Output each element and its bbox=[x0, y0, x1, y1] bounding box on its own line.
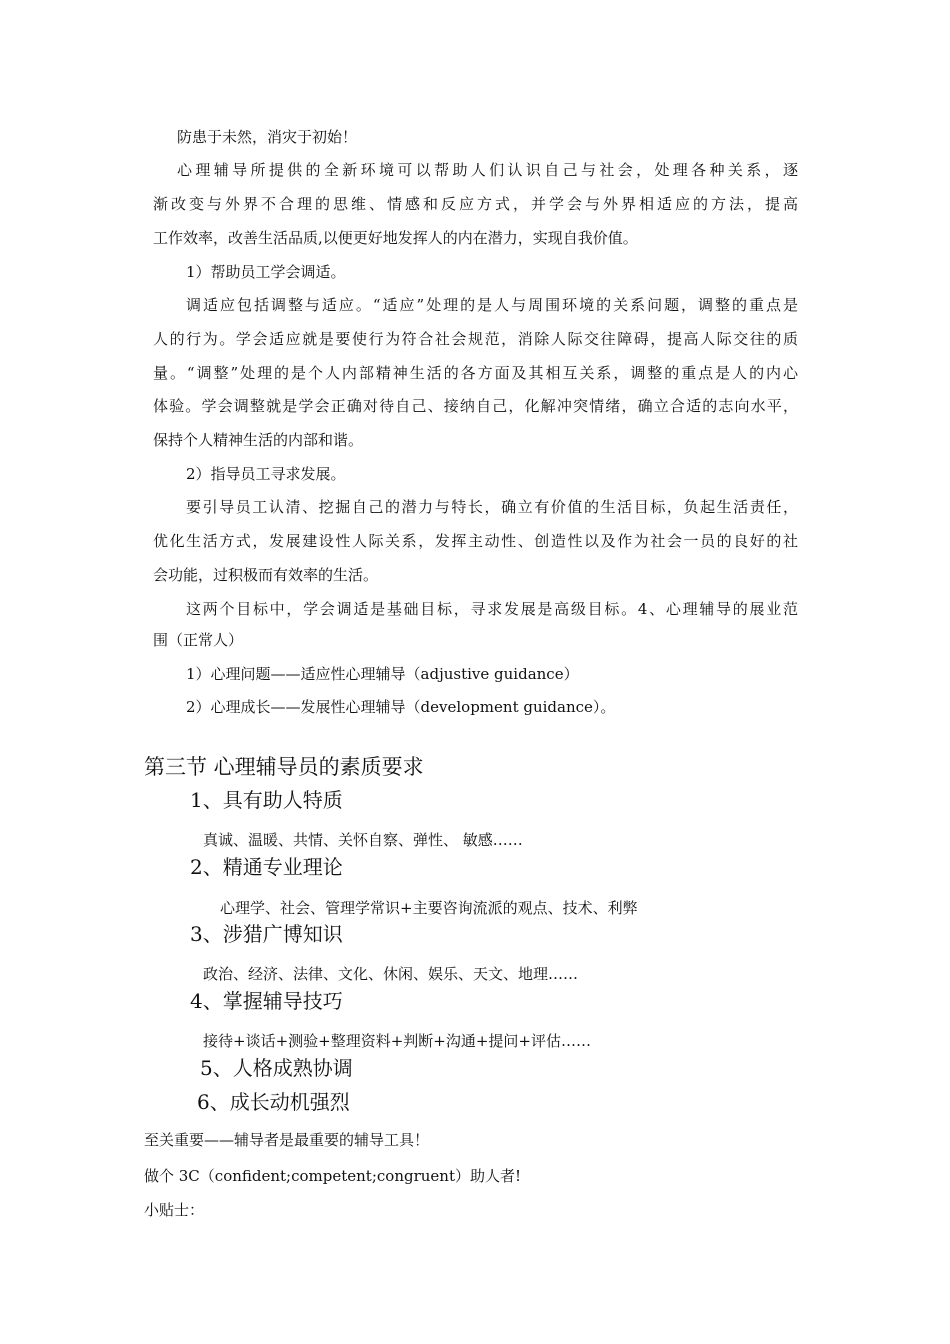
quality-item-2-title: 2、精通专业理论 bbox=[190, 855, 343, 879]
quality-item-6-title: 6、成长动机强烈 bbox=[197, 1090, 350, 1114]
goal1-paragraph-line-2: 人的行为。学会适应就是要使行为符合社会规范，消除人际交往障碍，提高人际交往的质 bbox=[153, 330, 798, 348]
section-title: 第三节 心理辅导员的素质要求 bbox=[144, 755, 424, 779]
intro-line: 防患于未然，消灾于初始！ bbox=[177, 128, 358, 146]
goal1-paragraph-line-4: 体验。学会调整就是学会正确对待自己、接纳自己，化解冲突情绪，确立合适的志向水平， bbox=[153, 397, 798, 415]
goal2-title: 2）指导员工寻求发展。 bbox=[186, 465, 346, 483]
quality-item-4-title: 4、掌握辅导技巧 bbox=[190, 989, 343, 1013]
intro-paragraph-line-1: 心理辅导所提供的全新环境可以帮助人们认识自己与社会，处理各种关系，逐 bbox=[177, 161, 798, 179]
quality-item-1-title: 1、具有助人特质 bbox=[190, 788, 343, 812]
goal1-title: 1）帮助员工学会调适。 bbox=[186, 263, 346, 281]
quality-item-1-detail: 真诚、温暖、共情、关怀自察、弹性、 敏感…… bbox=[203, 831, 523, 849]
quality-item-4-detail: 接待+谈话+测验+整理资料+判断+沟通+提问+评估…… bbox=[203, 1032, 591, 1050]
scope-item-2: 2）心理成长——发展性心理辅导（development guidance）。 bbox=[186, 698, 616, 716]
intro-paragraph-line-2: 渐改变与外界不合理的思维、情感和反应方式，并学会与外界相适应的方法，提高 bbox=[153, 195, 798, 213]
summary-line-1: 这两个目标中，学会调适是基础目标，寻求发展是高级目标。4、心理辅导的展业范 bbox=[186, 600, 798, 618]
quality-item-3-title: 3、涉猎广博知识 bbox=[190, 922, 343, 946]
goal1-paragraph-line-1: 调适应包括调整与适应。“适应”处理的是人与周围环境的关系问题，调整的重点是 bbox=[186, 296, 798, 314]
quality-item-3-detail: 政治、经济、法律、文化、休闲、娱乐、天文、地理…… bbox=[203, 965, 579, 983]
quality-item-5-title: 5、人格成熟协调 bbox=[200, 1056, 353, 1080]
quality-item-2-detail: 心理学、社会、管理学常识+主要咨询流派的观点、技术、利弊 bbox=[220, 899, 638, 917]
closing-line-3: 小贴士： bbox=[144, 1201, 205, 1219]
goal2-paragraph-line-3: 会功能，过积极而有效率的生活。 bbox=[153, 566, 379, 584]
summary-line-2: 围（正常人） bbox=[153, 631, 244, 649]
goal2-paragraph-line-2: 优化生活方式，发展建设性人际关系，发挥主动性、创造性以及作为社会一员的良好的社 bbox=[153, 532, 798, 550]
goal1-paragraph-line-3: 量。“调整”处理的是个人内部精神生活的各方面及其相互关系，调整的重点是人的内心 bbox=[153, 364, 798, 382]
closing-line-1: 至关重要——辅导者是最重要的辅导工具！ bbox=[144, 1131, 430, 1149]
goal2-paragraph-line-1: 要引导员工认清、挖掘自己的潜力与特长，确立有价值的生活目标，负起生活责任， bbox=[186, 498, 798, 516]
intro-paragraph-line-3: 工作效率，改善生活品质,以便更好地发挥人的内在潜力，实现自我价值。 bbox=[153, 229, 638, 247]
scope-item-1: 1）心理问题——适应性心理辅导（adjustive guidance） bbox=[186, 665, 579, 683]
closing-line-2: 做个 3C（confident;competent;congruent）助人者! bbox=[144, 1167, 522, 1185]
goal1-paragraph-line-5: 保持个人精神生活的内部和谐。 bbox=[153, 431, 364, 449]
